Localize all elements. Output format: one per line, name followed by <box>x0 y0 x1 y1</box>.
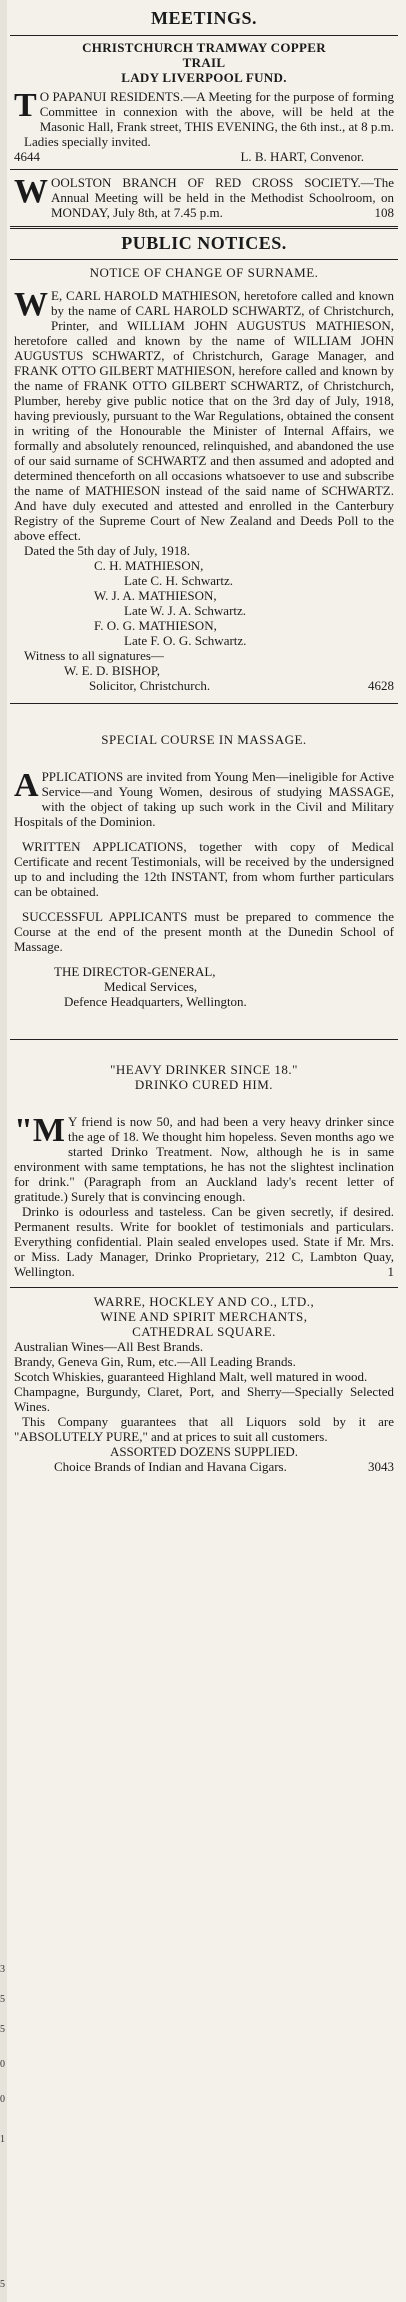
tramway-invite: Ladies specially invited. <box>24 134 151 149</box>
drinko-title-2: DRINKO CURED HIM. <box>134 1077 274 1092</box>
woolston-body: OOLSTON BRANCH OF RED CROSS SOCIETY.—The Annual Meeting will be held in the Methodist Schoolroom, on MONDAY, July 8th, at 7.45 p.m. <box>51 175 394 220</box>
massage-paragraph-1: PPLICATIONS are invited from Young Men—ineligible for Active Service—and Young Women, desirous of studying MASSAGE, with the object of taking up such work in the Civil and Military Hospitals of the Dominion. <box>14 769 394 829</box>
tramway-title-2: TRAIL <box>182 55 226 70</box>
massage-title: SPECIAL COURSE IN MASSAGE. <box>101 732 307 747</box>
drinko-paragraph-1: Y friend is now 50, and had been a very heavy drinker since the age of 18. We thought him hopeless. Seven months ago we started Drinko Treatment. Now, although he is in same environment with same temptations, he has not the slightest inclination for drink." (Paragraph from an Auckland lady's recent letter of gratitude.) Surely that is convincing enough. <box>14 1114 394 1204</box>
signature-late: Late W. J. A. Schwartz. <box>124 603 247 618</box>
woolston-ad <box>8 175 400 220</box>
drop-cap: A <box>14 767 39 804</box>
drop-cap: W <box>14 173 48 210</box>
drinko-ad <box>8 1062 400 1279</box>
margin-number: 5 <box>0 1995 5 2005</box>
warre-line: This Company guarantees that all Liquors sold by it are "ABSOLUTELY PURE," and at prices to suit all customers. <box>14 1414 394 1444</box>
tramway-title-3: LADY LIVERPOOL FUND. <box>121 70 287 85</box>
drinko-title-1: "HEAVY DRINKER SINCE 18." <box>110 1062 298 1077</box>
signature-late: Late C. H. Schwartz. <box>124 573 234 588</box>
tramway-ad <box>8 40 400 164</box>
warre-line: Champagne, Burgundy, Claret, Port, and Sherry—Specially Selected Wines. <box>14 1384 394 1414</box>
massage-paragraph-3: SUCCESSFUL APPLICANTS must be prepared to commence the Course at the end of the present month at the Dunedin School of Massage. <box>14 909 394 954</box>
warre-title-2: WINE AND SPIRIT MERCHANTS, <box>100 1309 308 1324</box>
massage-paragraph-2: WRITTEN APPLICATIONS, together with copy of Medical Certificate and recent Testimonials, will be received by the undersigned up to and including the 12th INSTANT, from whom further particulars can be obtained. <box>14 839 394 899</box>
warre-line: Brandy, Geneva Gin, Rum, etc.—All Leading Brands. <box>14 1354 296 1369</box>
witness-name: W. E. D. BISHOP, <box>64 663 160 678</box>
witness-label: Witness to all signatures— <box>24 648 164 663</box>
surname-notice <box>8 265 400 693</box>
massage-signature-3: Defence Headquarters, Wellington. <box>64 994 247 1009</box>
drop-cap: T <box>14 87 37 124</box>
surname-dated: Dated the 5th day of July, 1918. <box>24 543 190 558</box>
warre-line: Scotch Whiskies, guaranteed Highland Malt, well matured in wood. <box>14 1369 368 1384</box>
left-margin <box>0 0 7 2302</box>
warre-ad <box>8 1294 400 1474</box>
warre-line: Australian Wines—All Best Brands. <box>14 1339 204 1354</box>
margin-number: 0 <box>0 2060 5 2070</box>
surname-body: E, CARL HAROLD MATHIESON, heretofore called and known by the name of CARL HAROLD SCHWARTZ, of Christchurch, Printer, and WILLIAM JOHN AUGUSTUS MATHIESON, heretofore called and known by the name of WILLIAM JOHN AUGUSTUS SCHWARTZ, of Christchurch, Garage Manager, and FRANK OTTO GILBERT MATHIESON, herefore called and known by the name of FRANK OTTO GILBERT SCHWARTZ, of Christchurch, Plumber, hereby give public notice that on the 3rd day of July, 1918, having previously, pursuant to the War Regulations, obtained the consent in writing of the Honourable the Minister of Internal Affairs, we formally and absolutely renounced, relinquished, and abandoned the use of our said surname of SCHWARTZ and then assumed and adopted and determined thenceforth on all occasions whatsoever to use and subscribe the name of MATHIESON instead of the said name of SCHWARTZ. And have duly executed and attested and enrolled in the Canterbury Registry of the Supreme Court of New Zealand and Deeds Poll to the above effect. <box>14 288 394 543</box>
public-notices-heading: PUBLIC NOTICES. <box>121 233 287 253</box>
margin-number: 0 <box>0 2095 5 2105</box>
ad-number: 4644 <box>14 149 40 164</box>
tramway-signature: L. B. HART, Convenor. <box>240 149 364 164</box>
surname-title: NOTICE OF CHANGE OF SURNAME. <box>89 265 319 280</box>
warre-title-1: WARRE, HOCKLEY AND CO., LTD., <box>93 1294 315 1309</box>
drinko-paragraph-2: Drinko is odourless and tasteless. Can be given secretly, if desired. Permanent results. Write for booklet of testimonials and particulars. Everything confidential. Plain sealed envelopes used. State if Mr. Mrs. or Miss. Lady Manager, Drinko Proprietary, 212 C, Lambton Quay, Wellington. <box>14 1204 394 1279</box>
margin-number: 3 <box>0 1965 5 1975</box>
tramway-body: O PAPANUI RESIDENTS.—A Meeting for the purpose of forming Committee in connexion with the above, will be held at the Masonic Hall, Frank street, THIS EVENING, the 6th inst., at 8 p.m. <box>39 89 395 134</box>
massage-signature-2: Medical Services, <box>104 979 198 994</box>
signature: F. O. G. MATHIESON, <box>94 618 217 633</box>
margin-number: 1 <box>0 2135 5 2145</box>
tramway-title-1: CHRISTCHURCH TRAMWAY COPPER <box>82 40 326 55</box>
ad-number: 108 <box>374 205 394 220</box>
warre-line: ASSORTED DOZENS SUPPLIED. <box>109 1444 299 1459</box>
massage-signature-1: THE DIRECTOR-GENERAL, <box>54 964 216 979</box>
witness-title: Solicitor, Christchurch. <box>89 678 211 693</box>
meetings-heading: MEETINGS. <box>150 8 258 28</box>
warre-title-3: CATHEDRAL SQUARE. <box>132 1324 276 1339</box>
margin-number: 5 <box>0 2025 5 2035</box>
drop-cap: "M <box>14 1112 65 1149</box>
signature: C. H. MATHIESON, <box>94 558 204 573</box>
signature-late: Late F. O. G. Schwartz. <box>124 633 247 648</box>
warre-line: Choice Brands of Indian and Havana Cigars. <box>54 1459 287 1474</box>
ad-number: 3043 <box>368 1459 394 1474</box>
drop-cap: W <box>14 286 48 323</box>
ad-number: 4628 <box>368 678 394 693</box>
column <box>8 0 400 1474</box>
signature: W. J. A. MATHIESON, <box>94 588 217 603</box>
ad-number: 1 <box>387 1264 394 1279</box>
margin-number: 5 <box>0 2280 5 2290</box>
massage-ad <box>8 732 400 1009</box>
